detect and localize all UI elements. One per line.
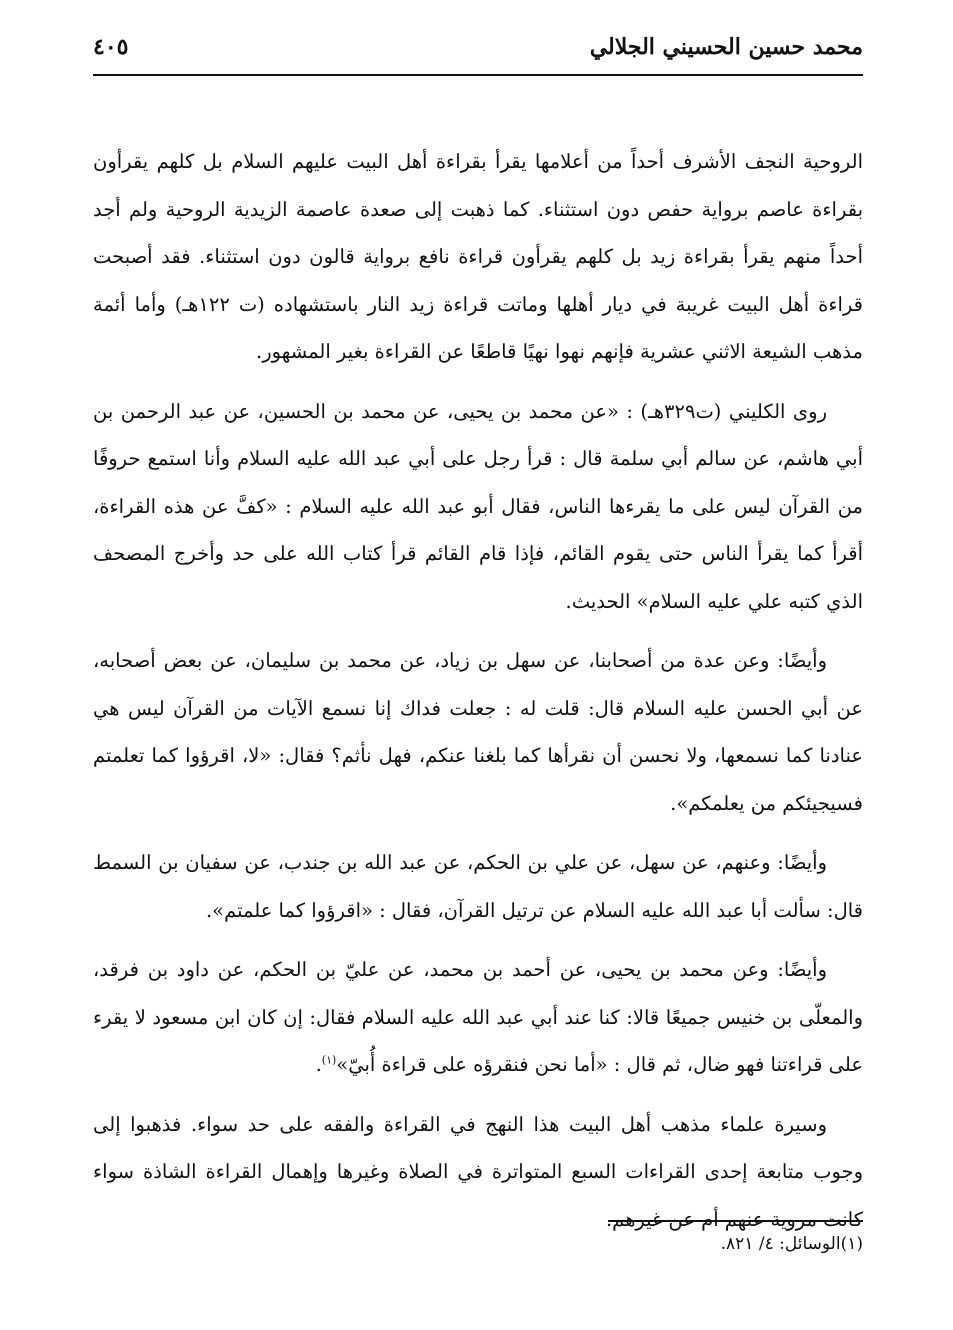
paragraph-5: وأيضًا: وعن محمد بن يحيى، عن أحمد بن محمد، عن عليّ بن الحكم، عن داود بن فرقد، والمعلّى بن خنيس جميعًا قالا: كنا عند أبي عبد الله عليه السلام فقال: إن كان ابن مسعود لا يقرء على قراءتنا فهو ضال، ثم قال : «أما نحن فنقرؤه على قراءة أُبيّ»$^{(١)}$. [93,958,863,1076]
header-title: محمد حسين الحسيني الجلالي [589,34,863,60]
paragraph-5-text: وأيضًا: وعن محمد بن يحيى، عن أحمد بن محمد، عن عليّ بن الحكم، عن داود بن فرقد، والمعلّى بن خنيس جميعًا قالا: كنا عند أبي عبد الله عليه السلام فقال: إن كان ابن مسعود لا يقرء على قراءتنا فهو ضال، ثم قال : «أما نحن فنقرؤه على قراءة أُبيّ» [93,958,863,1076]
paragraph-3: وأيضًا: وعن عدة من أصحابنا، عن سهل بن زياد، عن محمد بن سليمان، عن بعض أصحابه، عن أبي الحسن عليه السلام قال: قلت له : جعلت فداك إنا نسمع الآيات من القرآن ليس هي عنادنا كما نسمعها، ولا نحسن أن نقرأها كما بلغنا عنكم، فهل نأثم؟ فقال: «لا، اقرؤوا كما تعلمتم فسيجيئكم من يعلمكم». [93,649,863,815]
page-header [93,30,863,76]
page-number: ٤٠٥ [93,34,129,60]
paragraph-4: وأيضًا: وعنهم، عن سهل، عن علي بن الحكم، عن عبد الله بن جندب، عن سفيان بن السمط قال: سألت أبا عبد الله عليه السلام عن ترتيل القرآن، فقال : «اقرؤوا كما علمتم». [93,851,863,922]
body-text [93,138,863,1255]
footnote-marker: (١) [321,1053,337,1067]
footnote: (١)الوسائل: ٤/ ٨٢١. [720,1234,863,1254]
paragraph-6: وسيرة علماء مذهب أهل البيت هذا النهج في القراءة والفقه على حد سواء. فذهبوا إلى وجوب متابعة إحدى القراءات السبع المتواترة في الصلاة وغيرها وإهمال القراءة الشاذة سواء كانت مروية عنهم أم عن غيرهم. [93,1112,863,1231]
paragraph-2: روى الكليني (ت٣٢٩هـ) : «عن محمد بن يحيى، عن محمد بن الحسين، عن عبد الرحمن بن أبي هاشم، عن سالم أبي سلمة قال : قرأ رجل على أبي عبد الله عليه السلام وأنا استمع حروفًا من القرآن ليس على ما يقرءها الناس، فقال أبو عبد الله عليه السلام : «كفَّ عن هذه القراءة، أقرأ كما يقرأ الناس حتى يقوم القائم، فإذا قام القائم قرأ كتاب الله على حد وأخرج المصحف الذي كتبه علي عليه السلام» الحديث. [93,399,863,613]
paragraph-1: الروحية النجف الأشرف أحداً من أعلامها يقرأ بقراءة أهل البيت عليهم السلام بل كلهم يقرأون بقراءة عاصم برواية حفص دون استثناء. كما ذهبت إلى صعدة عاصمة الزيدية الروحية ولم أجد أحداً منهم يقرأ بقراءة زيد بل كلهم يقرأون قراءة نافع برواية قالون دون استثناء. فقد أصبحت قراءة أهل البيت غريبة في ديار أهلها وماتت قراءة زيد النار باستشهاده (ت ١٢٢هـ) وأما أئمة مذهب الشيعة الاثني عشرية فإنهم نهوا نهيًا قاطعًا عن القراءة بغير المشهور. [93,150,864,363]
footnote-divider [608,1220,863,1222]
